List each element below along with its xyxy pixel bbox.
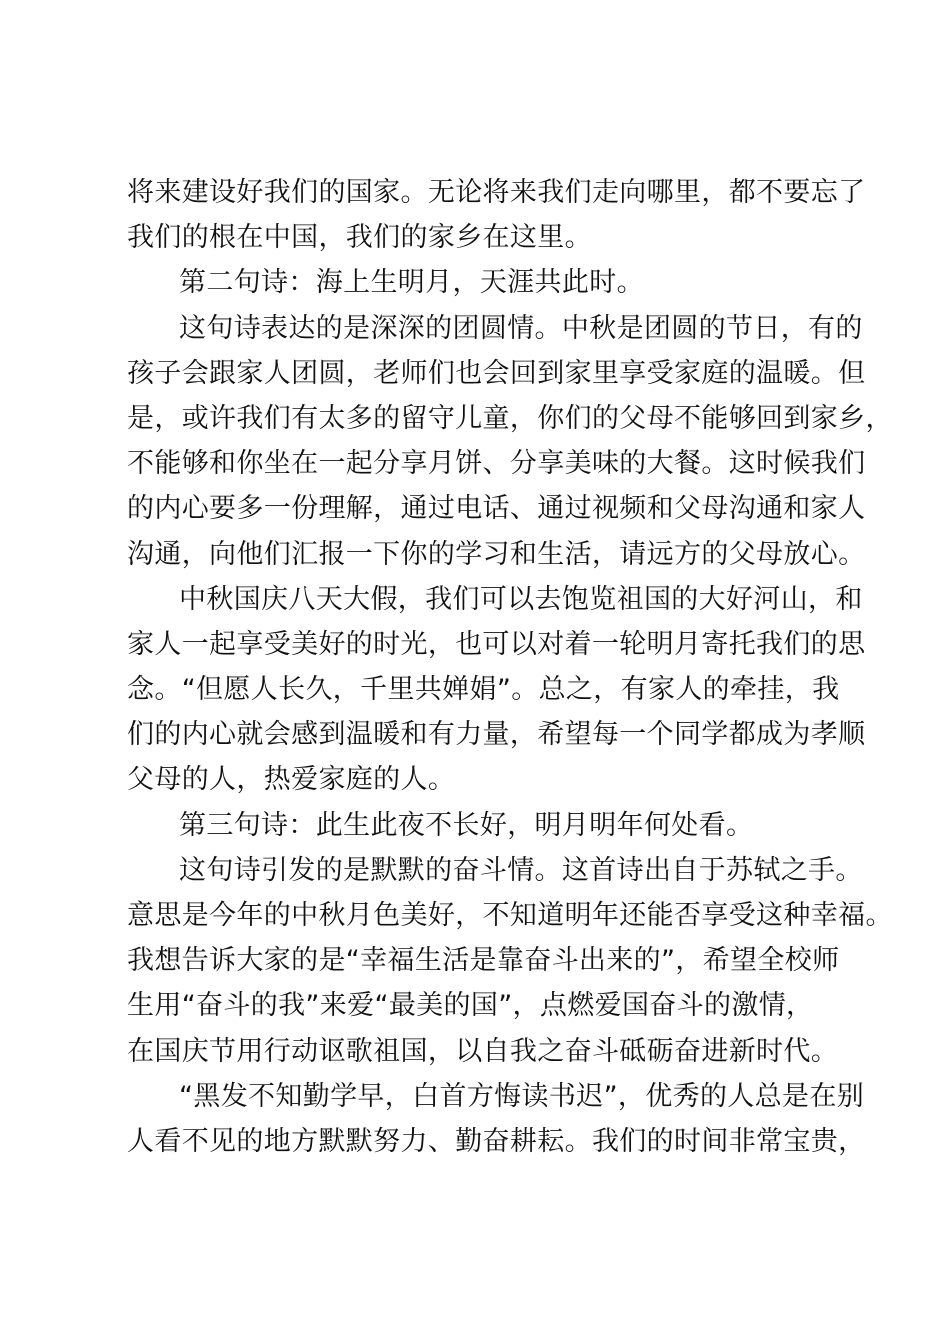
text-line: 是，或许我们有太多的留守儿童，你们的父母不能够回到家乡， xyxy=(127,402,893,434)
text-line: “黑发不知勤学早，白首方悔读书迟”，优秀的人总是在别 xyxy=(179,1080,865,1112)
text-line: 这句诗引发的是默默的奋斗情。这首诗出自于苏轼之手。 xyxy=(179,854,863,886)
text-line: 这句诗表达的是深深的团圆情。中秋是团圆的节日，有的 xyxy=(179,312,863,344)
text-line: 家人一起享受美好的时光，也可以对着一轮明月寄托我们的思 xyxy=(127,628,866,660)
text-line: 人看不见的地方默默努力、勤奋耕耘。我们的时间非常宝贵， xyxy=(127,1125,866,1157)
text-line: 在国庆节用行动讴歌祖国，以自我之奋斗砥砺奋进新时代。 xyxy=(127,1035,839,1067)
text-line: 我想告诉大家的是“幸福生活是靠奋斗出来的”，希望全校师 xyxy=(127,945,840,977)
text-line: 中秋国庆八天大假，我们可以去饱览祖国的大好河山，和 xyxy=(179,583,863,615)
text-line: 生用“奋斗的我”来爱“最美的国”，点燃爱国奋斗的激情， xyxy=(127,990,814,1022)
text-line: 将来建设好我们的国家。无论将来我们走向哪里，都不要忘了 xyxy=(127,177,866,208)
text-line: 念。“但愿人长久，千里共婵娟”。总之，有家人的牵挂，我 xyxy=(127,674,840,706)
text-line: 第二句诗：海上生明月，天涯共此时。 xyxy=(179,267,644,299)
text-line: 父母的人，热爱家庭的人。 xyxy=(127,764,456,796)
text-line: 意思是今年的中秋月色美好，不知道明年还能否享受这种幸福。 xyxy=(127,900,893,931)
text-line: 沟通，向他们汇报一下你的学习和生活，请远方的父母放心。 xyxy=(127,538,866,570)
text-line: 们的内心就会感到温暖和有力量，希望每一个同学都成为孝顺 xyxy=(127,719,866,751)
text-line: 我们的根在中国，我们的家乡在这里。 xyxy=(127,222,592,254)
text-line: 第三句诗：此生此夜不长好，明月明年何处看。 xyxy=(179,809,754,841)
text-line: 孩子会跟家人团圆，老师们也会回到家里享受家庭的温暖。但 xyxy=(127,357,866,389)
text-line: 不能够和你坐在一起分享月饼、分享美味的大餐。这时候我们 xyxy=(127,448,866,480)
body-text xyxy=(127,170,893,1164)
text-line: 的内心要多一份理解，通过电话、通过视频和父母沟通和家人 xyxy=(127,493,866,525)
